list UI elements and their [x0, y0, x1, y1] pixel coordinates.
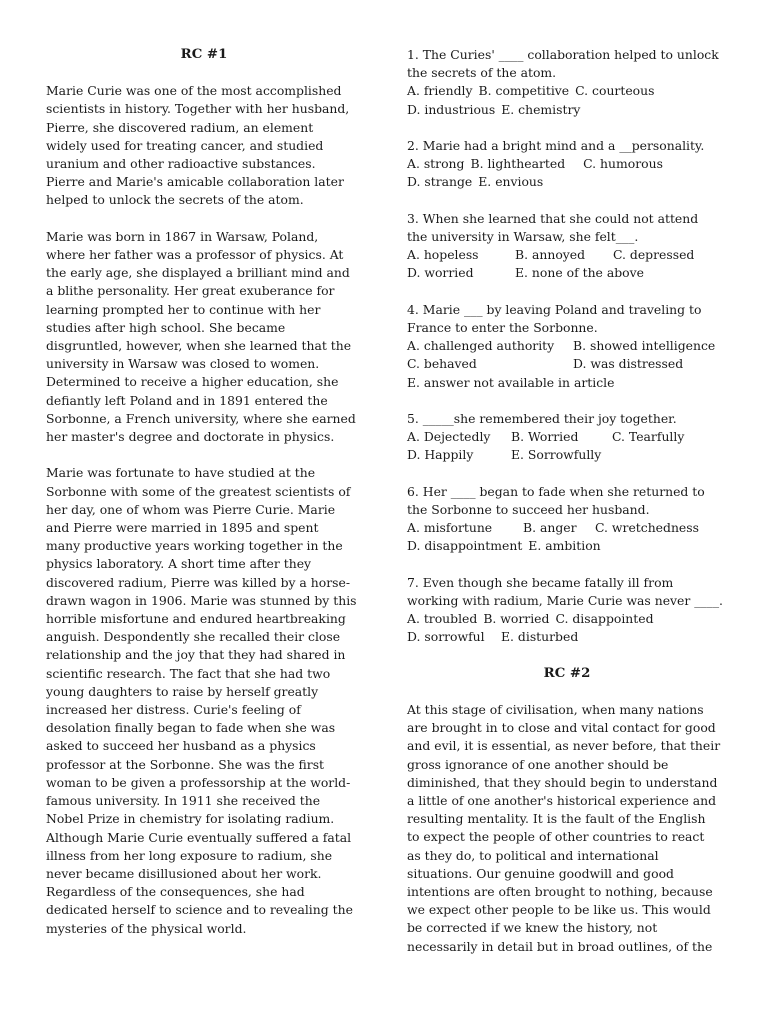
rc1-paragraph-3 — [46, 464, 362, 937]
question-stem: 3. When she learned that she could not attend — [407, 210, 699, 226]
question-2 — [407, 137, 727, 192]
option-line — [407, 82, 727, 100]
text-line: woman to be given a professorship at the world- — [46, 774, 351, 790]
text-line: horrible misfortune and endured heartbreaking — [46, 611, 346, 627]
answer-option: C. Tearfully — [612, 429, 685, 445]
text-line: gross ignorance of one another should be — [407, 756, 669, 772]
option-line — [407, 101, 727, 119]
answer-option: C. depressed — [613, 247, 695, 263]
left-column — [46, 46, 362, 956]
text-line: scientific research. The fact that she had two — [46, 665, 331, 681]
answer-option: B. Worried — [511, 429, 579, 445]
answer-option: D. Happily — [407, 447, 474, 463]
text-line: be corrected if we knew the history, not — [407, 920, 658, 936]
option-line — [407, 337, 727, 355]
text-line: her day, one of whom was Pierre Curie. Marie — [46, 501, 336, 517]
text-line: Marie Curie was one of the most accomplished — [46, 83, 342, 99]
question-4 — [407, 301, 727, 392]
text-line: illness from her long exposure to radium, she — [46, 847, 333, 863]
text-line: situations. Our genuine goodwill and good — [407, 865, 674, 881]
text-line: never became disillusioned about her work. — [46, 865, 322, 881]
text-line: disgruntled, however, when she learned that the — [46, 338, 352, 354]
question-1 — [407, 46, 727, 119]
text-line: uranium and other radioactive substances. — [46, 156, 316, 172]
option-line — [407, 264, 727, 282]
text-line: diminished, that they should begin to understand — [407, 774, 718, 790]
text-line: we expect other people to be like us. This would — [407, 902, 711, 918]
option-line — [407, 610, 727, 628]
answer-option: A. hopeless — [407, 247, 479, 263]
option-line — [407, 628, 727, 646]
text-line: At this stage of civilisation, when many nations — [407, 702, 704, 717]
answer-option: D. disappointment — [407, 538, 523, 554]
text-line: mysteries of the physical world. — [46, 920, 247, 936]
answer-option: D. sorrowful — [407, 629, 485, 645]
text-line: scientists in history. Together with her husband, — [46, 101, 350, 117]
answer-option: B. anger — [523, 520, 577, 536]
question-stem: 2. Marie had a bright mind and a __personality. — [407, 138, 705, 153]
option-line — [407, 246, 727, 264]
option-line — [407, 519, 727, 537]
answer-option: A. strong — [407, 156, 465, 172]
question-3 — [407, 210, 727, 283]
option-line — [407, 173, 727, 191]
answer-option: E. envious — [478, 174, 544, 190]
option-line — [407, 446, 727, 464]
question-stem: the secrets of the atom. — [407, 65, 557, 81]
answer-option: A. challenged authority — [407, 338, 555, 354]
text-line: asked to succeed her husband as a physics — [46, 738, 316, 754]
rc1-paragraph-1 — [46, 82, 362, 209]
rc1-title: RC #1 — [180, 47, 228, 62]
question-stem: the Sorbonne to succeed her husband. — [407, 502, 650, 517]
question-stem: the university in Warsaw, she felt___. — [407, 229, 639, 244]
answer-option: A. troubled — [407, 611, 478, 627]
text-line: helped to unlock the secrets of the atom. — [46, 192, 304, 208]
option-line — [407, 355, 727, 373]
text-line: physics laboratory. A short time after they — [46, 556, 312, 572]
rc1-paragraph-2 — [46, 228, 362, 446]
answer-option: B. annoyed — [515, 247, 586, 263]
text-line: and evil, it is essential, as never before, that their — [407, 738, 721, 754]
text-line: university in Warsaw was closed to women. — [46, 356, 320, 372]
answer-option: E. answer not available in article — [407, 374, 615, 390]
text-line: necessarily in detail but in broad outlines, of the — [407, 938, 713, 954]
rc2-title: RC #2 — [543, 665, 591, 681]
answer-option: E. disturbed — [501, 629, 579, 645]
text-line: young daughters to raise by herself greatly — [46, 683, 319, 699]
question-stem: 5. _____she remembered their joy together. — [407, 411, 677, 426]
text-line: resulting mentality. It is the fault of the English — [407, 811, 706, 827]
question-stem: 7. Even though she became fatally ill from — [407, 574, 674, 590]
answer-option: E. chemistry — [501, 101, 581, 117]
answer-option: B. worried — [483, 611, 550, 627]
text-line: Sorbonne with some of the greatest scientists of — [46, 483, 351, 499]
text-line: widely used for treating cancer, and studied — [46, 137, 324, 153]
question-7 — [407, 574, 727, 647]
text-line: Marie was born in 1867 in Warsaw, Poland, — [46, 228, 319, 244]
text-line: studies after high school. She became — [46, 319, 286, 335]
answer-option: C. humorous — [583, 156, 663, 172]
answer-option: E. Sorrowfully — [511, 447, 602, 463]
text-line: a blithe personality. Her great exuberance for — [46, 283, 335, 299]
text-line: Sorbonne, a French university, where she earned — [46, 410, 356, 426]
answer-option: B. showed intelligence — [573, 338, 716, 354]
question-stem: 1. The Curies' ____ collaboration helped to unlock — [407, 47, 719, 62]
question-stem: working with radium, Marie Curie was never ____. — [407, 593, 723, 608]
right-column — [407, 46, 727, 974]
answer-option: E. ambition — [528, 538, 601, 554]
question-6 — [407, 483, 727, 556]
question-stem: 6. Her ____ began to fade when she returned to — [407, 483, 705, 499]
text-line: increased her distress. Curie's feeling of — [46, 702, 301, 718]
text-line: drawn wagon in 1906. Marie was stunned by this — [46, 592, 357, 608]
answer-option: B. competitive — [478, 83, 570, 99]
text-line: Pierre and Marie's amicable collaboration later — [46, 174, 344, 190]
text-line: discovered radium, Pierre was killed by a horse- — [46, 574, 351, 590]
rc2-paragraph — [407, 701, 727, 956]
text-line: and Pierre were married in 1895 and spent — [46, 520, 319, 536]
text-line: Pierre, she discovered radium, an element — [46, 119, 314, 135]
text-line: to expect the people of other countries to react — [407, 829, 705, 845]
answer-option: D. worried — [407, 265, 474, 281]
text-line: Determined to receive a higher education, she — [46, 374, 339, 390]
text-line: as they do, to political and international — [407, 847, 659, 863]
option-line — [407, 374, 727, 392]
text-line: famous university. In 1911 she received the — [46, 793, 321, 809]
text-line: Nobel Prize in chemistry for isolating radium. — [46, 811, 335, 827]
answer-option: C. behaved — [407, 356, 477, 372]
text-line: desolation finally began to fade when she was — [46, 720, 336, 736]
answer-option: D. industrious — [407, 101, 496, 117]
text-line: learning prompted her to continue with her — [46, 301, 321, 317]
answer-option: C. disappointed — [555, 611, 654, 627]
text-line: a little of one another's historical experience and — [407, 793, 717, 809]
option-line — [407, 428, 727, 446]
answer-option: A. misfortune — [407, 520, 493, 536]
question-stem: France to enter the Sorbonne. — [407, 320, 598, 335]
text-line: Although Marie Curie eventually suffered a fatal — [46, 829, 352, 845]
text-line: Regardless of the consequences, she had — [46, 884, 305, 900]
text-line: anguish. Despondently she recalled their close — [46, 629, 341, 645]
answer-option: D. was distressed — [573, 356, 684, 372]
answer-option: A. Dejectedly — [407, 429, 491, 445]
answer-option: C. courteous — [575, 83, 655, 99]
text-line: intentions are often brought to nothing, because — [407, 884, 713, 900]
question-5 — [407, 410, 727, 465]
text-line: Marie was fortunate to have studied at the — [46, 465, 316, 481]
text-line: many productive years working together in the — [46, 538, 343, 554]
text-line: the early age, she displayed a brilliant mind and — [46, 265, 350, 281]
text-line: defiantly left Poland and in 1891 entered the — [46, 392, 328, 408]
text-line: are brought in to close and vital contact for good — [407, 720, 716, 736]
option-line — [407, 155, 727, 173]
option-line — [407, 537, 727, 555]
answer-option: D. strange — [407, 174, 473, 190]
question-stem: 4. Marie ___ by leaving Poland and traveling to — [407, 301, 702, 317]
text-line: professor at the Sorbonne. She was the first — [46, 756, 325, 772]
text-line: her master's degree and doctorate in physics. — [46, 429, 335, 445]
answer-option: E. none of the above — [515, 265, 644, 281]
text-line: dedicated herself to science and to revealing the — [46, 902, 353, 918]
answer-option: B. lighthearted — [470, 156, 566, 172]
answer-option: A. friendly — [407, 83, 473, 99]
text-line: relationship and the joy that they had shared in — [46, 647, 346, 663]
answer-option: C. wretchedness — [595, 520, 699, 536]
text-line: where her father was a professor of physics. At — [46, 247, 344, 263]
